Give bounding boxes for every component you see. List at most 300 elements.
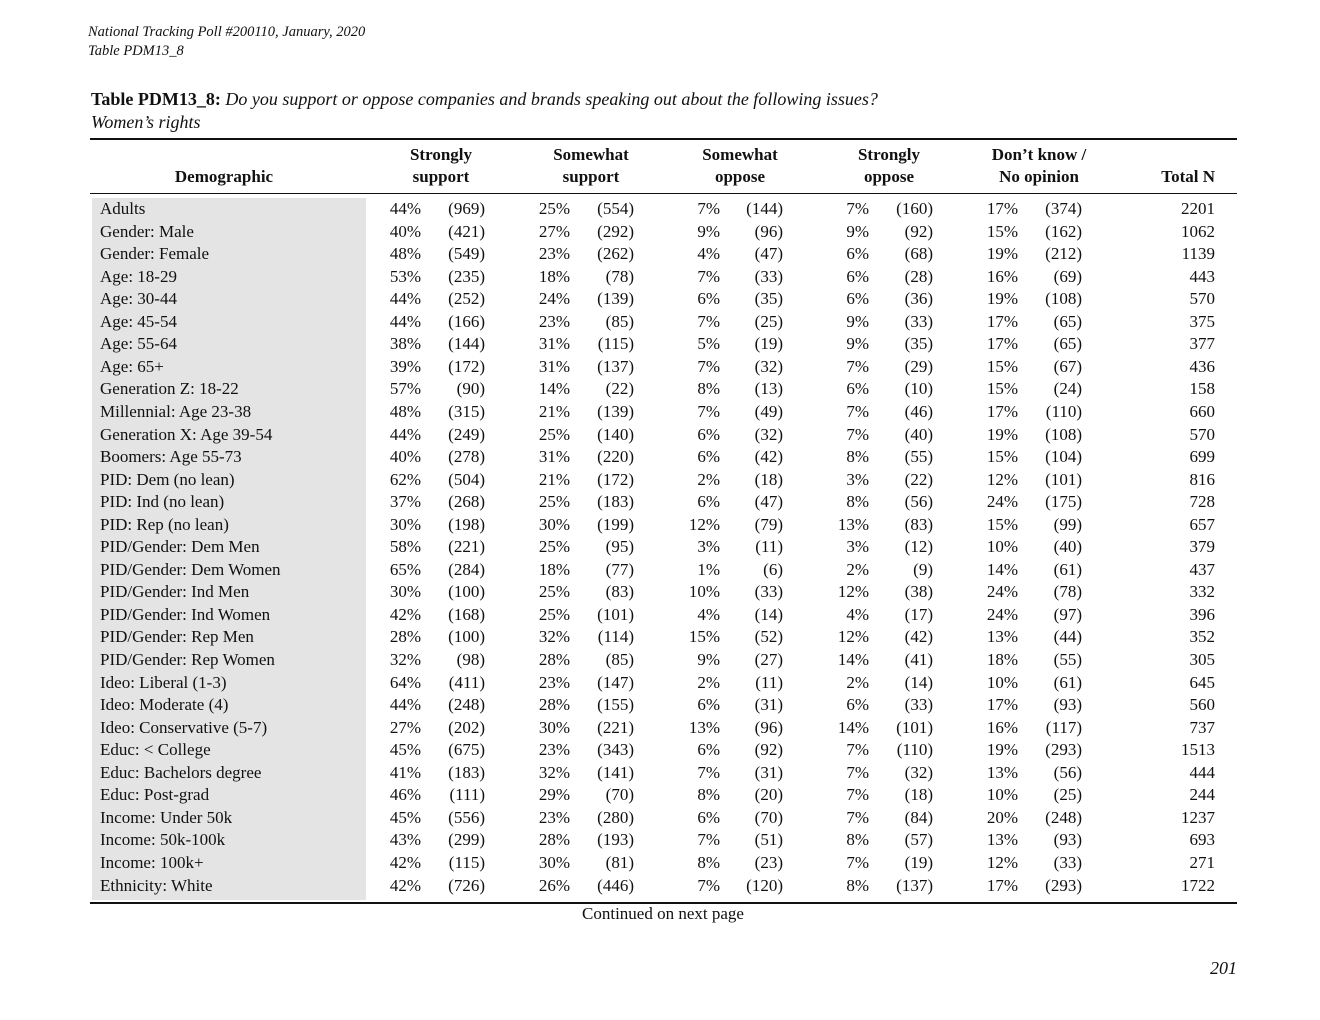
cell-count: (96)	[754, 221, 783, 241]
cell-count: (315)	[448, 401, 485, 421]
cell-percent: 2%	[697, 469, 720, 489]
cell-total: 1237	[1181, 807, 1215, 827]
col-strongly-support: Strongly support	[409, 145, 473, 186]
cell-percent: 15%	[986, 356, 1018, 376]
cell-count: (172)	[597, 469, 634, 489]
cell-count: (172)	[448, 356, 485, 376]
cell-percent: 14%	[837, 717, 869, 737]
cell-count: (56)	[904, 492, 933, 512]
cell-count: (221)	[597, 717, 634, 737]
cell-count: (137)	[896, 875, 933, 895]
cell-percent: 8%	[846, 492, 869, 512]
cell-count: (299)	[448, 830, 485, 850]
row-label: PID: Ind (no lean)	[100, 492, 225, 512]
cell-percent: 32%	[538, 627, 570, 647]
cell-total: 379	[1189, 537, 1215, 557]
cell-percent: 40%	[389, 447, 421, 467]
row-label: PID/Gender: Rep Men	[100, 627, 254, 647]
cell-count: (262)	[597, 244, 634, 264]
cell-count: (81)	[605, 852, 634, 872]
cell-total: 436	[1189, 356, 1215, 376]
cell-percent: 10%	[986, 672, 1018, 692]
cell-percent: 17%	[986, 311, 1018, 331]
cell-percent: 46%	[389, 785, 421, 805]
col-demographic: Demographic	[174, 167, 274, 186]
table-row	[0, 356, 1320, 378]
cell-count: (18)	[904, 785, 933, 805]
cell-count: (32)	[754, 356, 783, 376]
cell-count: (22)	[605, 379, 634, 399]
table-row	[0, 829, 1320, 851]
row-label: PID/Gender: Dem Women	[100, 559, 281, 579]
cell-percent: 65%	[389, 559, 421, 579]
row-label: Age: 18-29	[100, 266, 177, 286]
cell-percent: 44%	[389, 424, 421, 444]
cell-percent: 15%	[986, 221, 1018, 241]
cell-percent: 42%	[389, 852, 421, 872]
cell-count: (51)	[754, 830, 783, 850]
cell-count: (280)	[597, 807, 634, 827]
table-row	[0, 536, 1320, 558]
cell-percent: 25%	[538, 537, 570, 557]
cell-count: (248)	[448, 695, 485, 715]
top-rule	[90, 138, 1237, 140]
cell-count: (83)	[605, 582, 634, 602]
cell-count: (343)	[597, 740, 634, 760]
cell-count: (29)	[904, 356, 933, 376]
cell-count: (33)	[754, 266, 783, 286]
cell-count: (22)	[904, 469, 933, 489]
row-label: Ideo: Moderate (4)	[100, 695, 229, 715]
row-label: Age: 65+	[100, 356, 164, 376]
cell-percent: 4%	[697, 604, 720, 624]
cell-total: 444	[1189, 762, 1215, 782]
cell-percent: 14%	[538, 379, 570, 399]
cell-percent: 18%	[986, 650, 1018, 669]
cell-percent: 14%	[837, 650, 869, 669]
cell-percent: 18%	[538, 559, 570, 579]
cell-count: (99)	[1053, 514, 1082, 534]
col-strongly-oppose: Strongly oppose	[857, 145, 921, 186]
cell-count: (141)	[597, 762, 634, 782]
cell-percent: 8%	[697, 379, 720, 399]
cell-total: 244	[1189, 785, 1215, 805]
cell-count: (421)	[448, 221, 485, 241]
cell-percent: 15%	[986, 514, 1018, 534]
cell-percent: 45%	[389, 740, 421, 760]
table-row	[0, 762, 1320, 784]
table-row	[0, 717, 1320, 739]
row-label: Adults	[100, 199, 146, 218]
cell-count: (139)	[597, 401, 634, 421]
table-row	[0, 514, 1320, 536]
poll-name: National Tracking Poll #200110, January, 2020	[88, 24, 366, 40]
cell-count: (90)	[456, 379, 485, 399]
table-row	[0, 333, 1320, 355]
row-label: PID: Rep (no lean)	[100, 514, 229, 534]
table-row	[0, 604, 1320, 626]
cell-percent: 27%	[538, 221, 570, 241]
cell-percent: 7%	[846, 401, 869, 421]
row-label: Income: Under 50k	[100, 807, 233, 827]
cell-count: (32)	[904, 762, 933, 782]
cell-total: 158	[1189, 379, 1215, 399]
cell-percent: 21%	[538, 469, 570, 489]
cell-total: 728	[1189, 492, 1215, 512]
cell-count: (70)	[754, 807, 783, 827]
cell-percent: 9%	[846, 334, 869, 354]
cell-total: 737	[1189, 717, 1215, 737]
cell-percent: 43%	[389, 830, 421, 850]
cell-count: (41)	[904, 650, 933, 669]
row-label: Income: 50k-100k	[100, 830, 226, 850]
cell-count: (278)	[448, 447, 485, 467]
row-label: Ideo: Conservative (5-7)	[100, 717, 268, 737]
cell-percent: 6%	[697, 740, 720, 760]
cell-percent: 12%	[837, 627, 869, 647]
cell-count: (57)	[904, 830, 933, 850]
cell-count: (67)	[1053, 356, 1082, 376]
cell-count: (155)	[597, 695, 634, 715]
cell-count: (42)	[904, 627, 933, 647]
cell-percent: 8%	[846, 830, 869, 850]
row-label: Educ: Post-grad	[100, 785, 210, 805]
cell-percent: 7%	[846, 807, 869, 827]
cell-total: 443	[1189, 266, 1215, 286]
cell-total: 1062	[1181, 221, 1215, 241]
cell-percent: 42%	[389, 875, 421, 895]
cell-count: (235)	[448, 266, 485, 286]
cell-percent: 14%	[986, 559, 1018, 579]
cell-count: (147)	[597, 672, 634, 692]
cell-percent: 13%	[986, 627, 1018, 647]
cell-count: (93)	[1053, 695, 1082, 715]
cell-count: (202)	[448, 717, 485, 737]
cell-count: (108)	[1045, 424, 1082, 444]
cell-percent: 4%	[697, 244, 720, 264]
cell-count: (284)	[448, 559, 485, 579]
cell-percent: 16%	[986, 717, 1018, 737]
cell-count: (115)	[597, 334, 634, 354]
cell-count: (101)	[1045, 469, 1082, 489]
cell-percent: 19%	[986, 740, 1018, 760]
cell-count: (33)	[904, 695, 933, 715]
cell-percent: 39%	[389, 356, 421, 376]
table-id: Table PDM13_8	[88, 43, 184, 59]
table-title	[91, 88, 878, 134]
cell-percent: 15%	[688, 627, 720, 647]
cell-total: 375	[1189, 311, 1215, 331]
cell-count: (95)	[605, 537, 634, 557]
cell-count: (42)	[754, 447, 783, 467]
cell-percent: 6%	[697, 492, 720, 512]
table-row	[0, 626, 1320, 648]
table-row	[0, 852, 1320, 874]
cell-count: (144)	[448, 334, 485, 354]
cell-count: (46)	[904, 401, 933, 421]
cell-count: (101)	[896, 717, 933, 737]
cell-count: (168)	[448, 604, 485, 624]
cell-percent: 64%	[389, 672, 421, 692]
cell-percent: 30%	[538, 514, 570, 534]
title-label: Table PDM13_8:	[91, 89, 221, 109]
cell-percent: 12%	[837, 582, 869, 602]
cell-count: (23)	[754, 852, 783, 872]
row-label: Age: 30-44	[100, 289, 177, 309]
cell-percent: 25%	[538, 582, 570, 602]
cell-percent: 30%	[538, 717, 570, 737]
cell-count: (160)	[896, 199, 933, 218]
cell-percent: 19%	[986, 424, 1018, 444]
cell-count: (40)	[1053, 537, 1082, 557]
cell-percent: 19%	[986, 244, 1018, 264]
cell-total: 699	[1189, 447, 1215, 467]
col-total-n: Total N	[1161, 167, 1215, 186]
cell-percent: 12%	[986, 852, 1018, 872]
cell-percent: 48%	[389, 244, 421, 264]
cell-total: 305	[1189, 650, 1215, 669]
cell-count: (47)	[754, 244, 783, 264]
cell-count: (78)	[1053, 582, 1082, 602]
cell-percent: 13%	[688, 717, 720, 737]
cell-percent: 32%	[389, 650, 421, 669]
cell-count: (114)	[597, 627, 634, 647]
cell-count: (98)	[456, 650, 485, 669]
cell-count: (20)	[754, 785, 783, 805]
cell-count: (35)	[904, 334, 933, 354]
cell-percent: 31%	[538, 356, 570, 376]
cell-percent: 29%	[538, 785, 570, 805]
cell-count: (65)	[1053, 311, 1082, 331]
cell-percent: 6%	[697, 289, 720, 309]
cell-count: (31)	[754, 695, 783, 715]
cell-count: (24)	[1053, 379, 1082, 399]
cell-percent: 23%	[538, 672, 570, 692]
table-row	[0, 198, 1320, 220]
cell-count: (93)	[1053, 830, 1082, 850]
cell-total: 352	[1189, 627, 1215, 647]
cell-count: (108)	[1045, 289, 1082, 309]
cell-percent: 44%	[389, 695, 421, 715]
cell-percent: 7%	[697, 875, 720, 895]
cell-total: 657	[1189, 514, 1215, 534]
cell-count: (61)	[1053, 559, 1082, 579]
table-row	[0, 739, 1320, 761]
cell-percent: 23%	[538, 740, 570, 760]
cell-count: (556)	[448, 807, 485, 827]
row-label: Ideo: Liberal (1-3)	[100, 672, 227, 692]
row-label: Generation X: Age 39-54	[100, 424, 273, 444]
cell-count: (137)	[597, 356, 634, 376]
cell-count: (33)	[904, 311, 933, 331]
running-header	[88, 23, 365, 61]
row-label: Gender: Female	[100, 244, 210, 264]
cell-count: (6)	[763, 559, 783, 579]
cell-percent: 12%	[688, 514, 720, 534]
cell-percent: 25%	[538, 492, 570, 512]
cell-count: (84)	[904, 807, 933, 827]
cell-percent: 10%	[688, 582, 720, 602]
cell-count: (293)	[1045, 740, 1082, 760]
cell-total: 660	[1189, 401, 1215, 421]
row-label: Generation Z: 18-22	[100, 379, 239, 399]
cell-percent: 37%	[389, 492, 421, 512]
cell-count: (268)	[448, 492, 485, 512]
cell-percent: 3%	[846, 537, 869, 557]
cell-percent: 42%	[389, 604, 421, 624]
cell-count: (33)	[754, 582, 783, 602]
cell-total: 271	[1189, 852, 1215, 872]
cell-count: (92)	[754, 740, 783, 760]
cell-count: (10)	[904, 379, 933, 399]
cell-count: (38)	[904, 582, 933, 602]
cell-percent: 57%	[389, 379, 421, 399]
cell-percent: 30%	[389, 514, 421, 534]
table-row	[0, 311, 1320, 333]
cell-percent: 17%	[986, 875, 1018, 895]
cell-count: (61)	[1053, 672, 1082, 692]
table-row	[0, 581, 1320, 603]
cell-percent: 44%	[389, 199, 421, 218]
cell-count: (675)	[448, 740, 485, 760]
cell-percent: 62%	[389, 469, 421, 489]
cell-count: (220)	[597, 447, 634, 467]
cell-count: (65)	[1053, 334, 1082, 354]
cell-total: 1722	[1181, 875, 1215, 895]
cell-percent: 6%	[697, 447, 720, 467]
cell-percent: 17%	[986, 401, 1018, 421]
cell-count: (69)	[1053, 266, 1082, 286]
row-label: Ethnicity: White	[100, 875, 213, 895]
cell-percent: 20%	[986, 807, 1018, 827]
cell-total: 1139	[1181, 244, 1215, 264]
cell-count: (212)	[1045, 244, 1082, 264]
cell-count: (47)	[754, 492, 783, 512]
cell-percent: 1%	[697, 559, 720, 579]
cell-percent: 28%	[538, 695, 570, 715]
cell-count: (446)	[597, 875, 634, 895]
cell-count: (104)	[1045, 447, 1082, 467]
cell-count: (9)	[913, 559, 933, 579]
table-row	[0, 649, 1320, 671]
cell-percent: 25%	[538, 424, 570, 444]
cell-percent: 6%	[846, 289, 869, 309]
row-label: Educ: Bachelors degree	[100, 762, 262, 782]
cell-percent: 48%	[389, 401, 421, 421]
cell-percent: 9%	[846, 221, 869, 241]
cell-percent: 8%	[697, 785, 720, 805]
cell-count: (25)	[1053, 785, 1082, 805]
cell-count: (97)	[1053, 604, 1082, 624]
table-row	[0, 378, 1320, 400]
cell-percent: 2%	[697, 672, 720, 692]
cell-percent: 24%	[986, 582, 1018, 602]
cell-total: 377	[1189, 334, 1215, 354]
cell-count: (55)	[1053, 650, 1082, 669]
cell-percent: 24%	[986, 604, 1018, 624]
cell-count: (28)	[904, 266, 933, 286]
col-somewhat-oppose: Somewhat oppose	[702, 145, 778, 186]
cell-count: (504)	[448, 469, 485, 489]
cell-count: (292)	[597, 221, 634, 241]
cell-percent: 6%	[697, 424, 720, 444]
cell-percent: 18%	[538, 266, 570, 286]
continued-note: Continued on next page	[582, 904, 744, 923]
cell-count: (17)	[904, 604, 933, 624]
cell-count: (101)	[597, 604, 634, 624]
cell-count: (56)	[1053, 762, 1082, 782]
cell-percent: 8%	[697, 852, 720, 872]
row-label: Boomers: Age 55-73	[100, 447, 242, 467]
cell-percent: 15%	[986, 379, 1018, 399]
cell-total: 570	[1189, 289, 1215, 309]
cell-count: (19)	[904, 852, 933, 872]
row-label: PID: Dem (no lean)	[100, 469, 235, 489]
cell-percent: 7%	[846, 199, 869, 218]
cell-percent: 7%	[697, 199, 720, 218]
cell-percent: 8%	[846, 447, 869, 467]
cell-percent: 25%	[538, 604, 570, 624]
table-row	[0, 491, 1320, 513]
cell-count: (140)	[597, 424, 634, 444]
cell-percent: 17%	[986, 334, 1018, 354]
cell-count: (139)	[597, 289, 634, 309]
cell-count: (199)	[597, 514, 634, 534]
cell-count: (52)	[754, 627, 783, 647]
cell-count: (111)	[449, 785, 485, 805]
cell-percent: 7%	[697, 830, 720, 850]
cell-count: (221)	[448, 537, 485, 557]
cell-percent: 9%	[846, 311, 869, 331]
cell-count: (249)	[448, 424, 485, 444]
cell-percent: 2%	[846, 559, 869, 579]
col-somewhat-support: Somewhat support	[553, 145, 629, 186]
cell-percent: 30%	[538, 852, 570, 872]
cell-percent: 6%	[846, 379, 869, 399]
cell-percent: 6%	[697, 695, 720, 715]
cell-count: (183)	[448, 762, 485, 782]
col-dont-know: Don’t know / No opinion	[991, 145, 1087, 186]
cell-count: (11)	[755, 537, 783, 557]
cell-count: (79)	[754, 514, 783, 534]
cell-count: (411)	[448, 672, 485, 692]
cell-percent: 10%	[986, 537, 1018, 557]
cell-total: 560	[1189, 695, 1215, 715]
cell-percent: 10%	[986, 785, 1018, 805]
cell-percent: 23%	[538, 244, 570, 264]
cell-count: (13)	[754, 379, 783, 399]
cell-percent: 12%	[986, 469, 1018, 489]
cell-count: (31)	[754, 762, 783, 782]
cell-count: (554)	[597, 199, 634, 218]
cell-total: 693	[1189, 830, 1215, 850]
cell-count: (27)	[754, 650, 783, 669]
cell-count: (40)	[904, 424, 933, 444]
cell-percent: 24%	[538, 289, 570, 309]
cell-percent: 13%	[837, 514, 869, 534]
cell-percent: 30%	[389, 582, 421, 602]
cell-count: (183)	[597, 492, 634, 512]
cell-percent: 17%	[986, 695, 1018, 715]
row-label: PID/Gender: Ind Men	[100, 582, 250, 602]
table-row	[0, 424, 1320, 446]
cell-count: (293)	[1045, 875, 1082, 895]
cell-percent: 41%	[389, 762, 421, 782]
cell-percent: 7%	[846, 424, 869, 444]
cell-percent: 15%	[986, 447, 1018, 467]
cell-count: (14)	[904, 672, 933, 692]
cell-count: (175)	[1045, 492, 1082, 512]
